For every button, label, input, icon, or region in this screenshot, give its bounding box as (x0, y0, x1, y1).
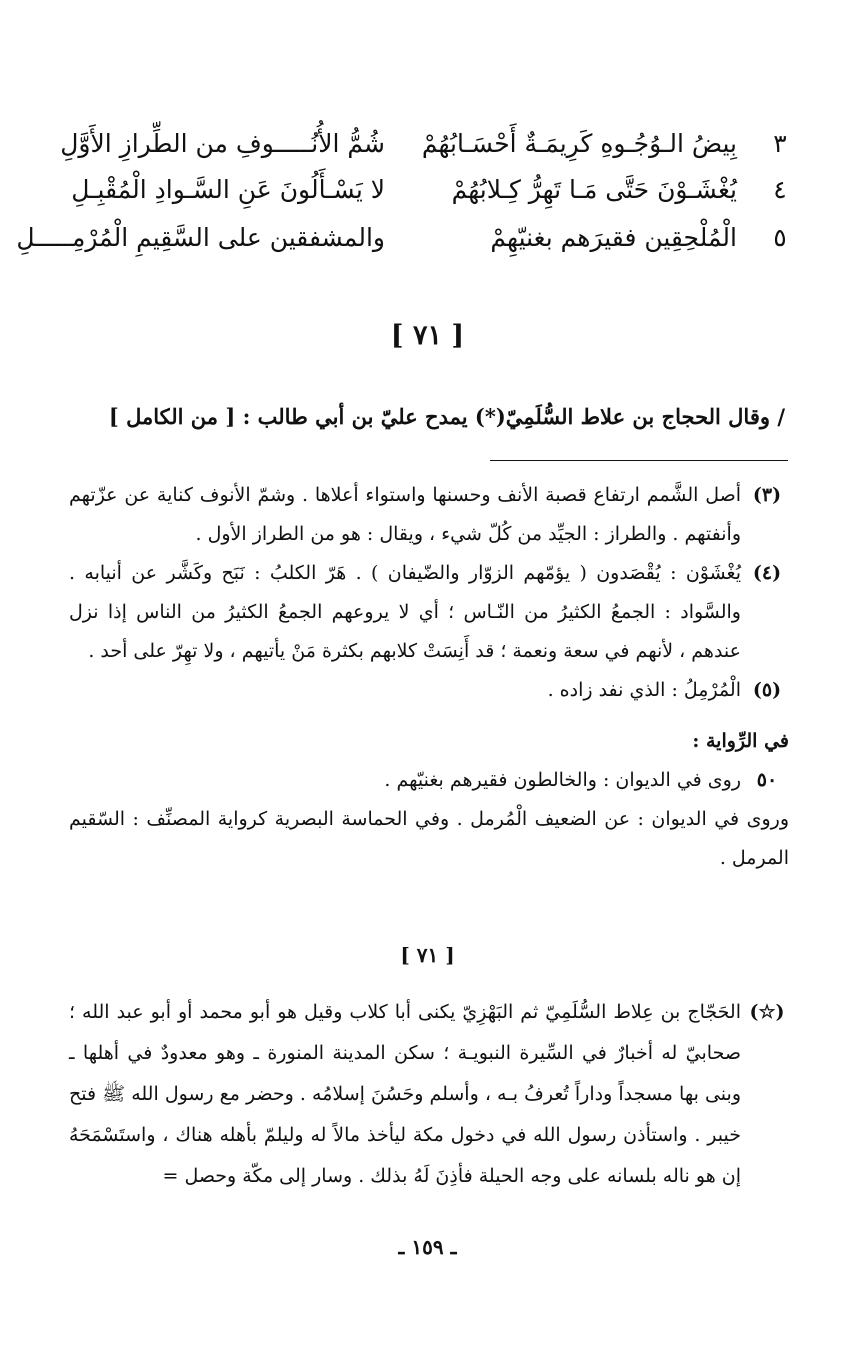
footnotes (69, 476, 789, 878)
verse-line (0, 124, 855, 164)
footnote-text: يُغْشَوْن : يُقْصَدون ( يؤمّهم الزوّار والضّيفان ) . هَرّ الكلبُ : نَبَح وكَشَّر عن أنيابه . والسَّواد : الجمعُ الكثيرُ من النّـاس ؛ أي لا يروعهم الجمعُ الكثيرُ من الناس إذا نزل عندهم ، لأنهم في سعة ونعمة ؛ قد أَنِسَتْ كلابهم بكثرة مَنْ يأتيهم ، ولا تهِرّ على أحد . (69, 562, 741, 662)
verse-number: ٣ (773, 129, 787, 158)
footnote (69, 671, 789, 710)
star-marker-icon: (☆) (749, 1001, 785, 1023)
footnote-text: أصل الشَّمم ارتفاع قصبة الأنف وحسنها واستواء أعلاها . وشمّ الأنوف كناية عن عزّتهم وأنفتهم . والطراز : الجيِّد من كُلّ شيء ، ويقال : هو من الطراز الأول . (69, 484, 741, 545)
verse-number: ٤ (773, 175, 787, 204)
page-number: ـ ١٥٩ ـ (398, 1235, 457, 1259)
biography-note (69, 992, 789, 1197)
footnote-key: (٣) (752, 484, 782, 506)
verse-first-hemistich: بِيضُ الـوُجُـوهِ كَرِيمَـةٌ أَحْسَـابُهُمْ (421, 129, 737, 158)
variant-note (69, 761, 789, 800)
verse-second-hemistich: والمشفقين على السَّقِيمِ الْمُرْمِـــــلِ (16, 223, 385, 252)
variant-key: ٥٠ (756, 769, 778, 791)
poem-number-heading: [ ٧١ ] (390, 320, 465, 351)
verse-second-hemistich: لا يَسْـأَلُونَ عَنِ السَّـوادِ الْمُقْبِـلِ (71, 175, 385, 204)
verse-first-hemistich: يُغْشَـوْنَ حَتَّى مَـا تَهِرُّ كِـلابُهُمْ (451, 175, 737, 204)
footnote-key: (٥) (752, 679, 782, 701)
footnote (69, 554, 789, 671)
footnote-key: (٤) (752, 562, 782, 584)
verse-number: ٥ (773, 223, 787, 252)
variant-line: روى في الديوان : والخالطون فقيرهم بغنيّهم . (384, 769, 741, 791)
verse-first-hemistich: الْمُلْحِقِين فقيرَهم بغنيّهِمْ (490, 223, 737, 252)
variant-line: وروى في الديوان : عن الضعيف الْمُرمل . وفي الحماسة البصرية كرواية المصنِّف : السّقيم المرمل . (69, 808, 789, 869)
bio-number-heading: [ ٧١ ] (400, 943, 455, 967)
footnote-divider (490, 460, 788, 461)
footnote-text: الْمُرْمِلُ : الذي نفد زاده . (547, 679, 741, 701)
footnote (69, 992, 789, 1197)
poem-intro: / وقال الحجاج بن علاط السُّلَمِيّ(*) يمدح عليّ بن أبي طالب : [ من الكامل ] (108, 404, 785, 429)
footnote (69, 476, 789, 554)
biography-text: الحَجّاج بن عِلاط السُّلَمِيّ ثم البَهْزِيّ يكنى أبا كلاب وقيل هو أبو محمد أو أبو عبد الله ؛ صحابيّ له أخبارٌ في السِّيرة النبويـة ؛ سكن المدينة المنورة ـ وهو معدودٌ في أهلها ـ وبنى بها مسجداً وداراً تُعرفُ بـه ، وأسلم وحَسُنَ إسلامُه . وحضر مع رسول الله ﷺ فتح خيبر . واستأذن رسول الله في دخول مكة ليأخذ مالاً له وليلمّ بأهله هناك ، واستَسْمَحَهُ إن هو ناله بلسانه على وجه الحيلة فأذِنَ لَهُ بذلك . وسار إلى مكّة وحصل = (69, 1001, 741, 1187)
verse-line (0, 218, 855, 258)
verse-second-hemistich: شُمُّ الأُنُـــــوفِ من الطِّرازِ الأَوَّلِ (60, 129, 385, 158)
verse-line (0, 170, 855, 210)
variants-title: في الرِّواية : (692, 730, 789, 752)
